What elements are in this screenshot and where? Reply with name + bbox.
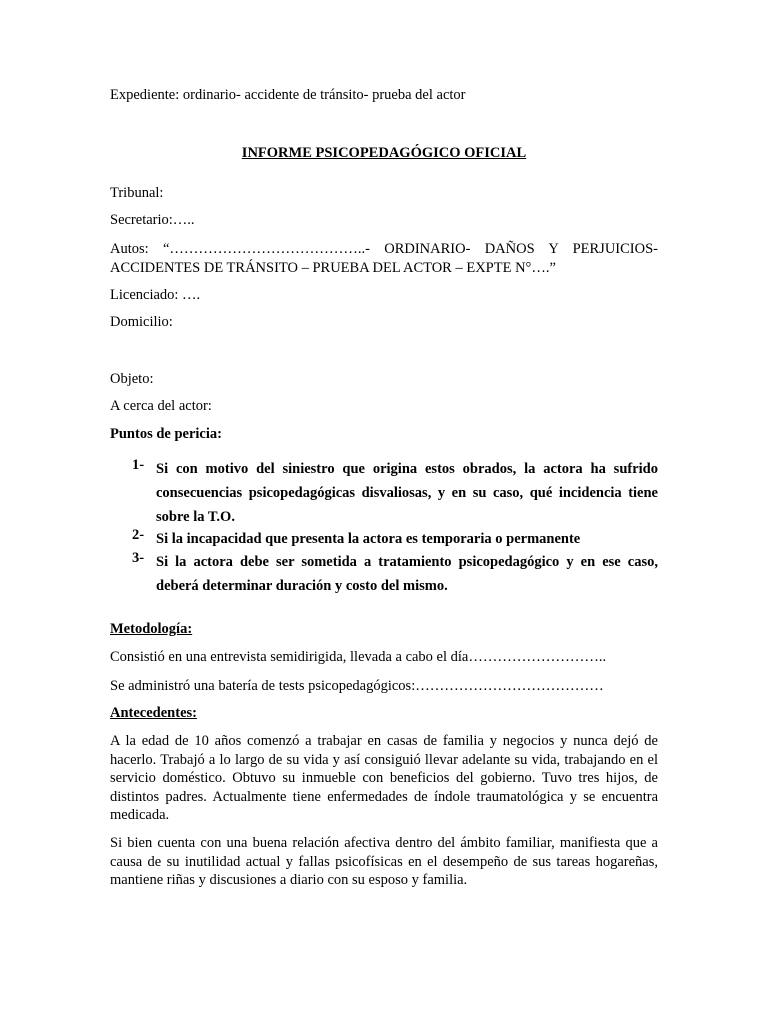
pericia-item-number: 1- [132, 457, 145, 473]
document-title: INFORME PSICOPEDAGÓGICO OFICIAL [241, 145, 527, 161]
tribunal-field: Tribunal: [110, 185, 164, 201]
secretario-field: Secretario:….. [110, 212, 195, 228]
pericia-item-number: 3- [132, 550, 145, 566]
metodologia-paragraph: Consistió en una entrevista semidirigida, llevada a cabo el día……………………….. [110, 649, 607, 665]
pericia-item-text: Si con motivo del siniestro que origina estos obrados, la actora ha sufrido consecuencias psicopedagógicas disvaliosas, y en su caso, qué incidencia tiene sobre la T.O. [156, 461, 658, 525]
puntos-pericia-heading: Puntos de pericia: [110, 426, 222, 442]
antecedentes-heading: Antecedentes: [110, 705, 197, 721]
objeto-field: Objeto: [110, 371, 154, 387]
acerca-field: A cerca del actor: [110, 398, 212, 414]
antecedentes-paragraph: A la edad de 10 años comenzó a trabajar en casas de familia y negocios y nunca dejó de hacerlo. Trabajó a lo largo de su vida y así consiguió llevar adelante su vida, trabajando en el servicio doméstico. Obtuvo su inmueble con beneficios del gobierno. Tuvo tres hijos, de distintos padres. Actualmente tiene enfermedades de índole traumatológica y se encuentra medicada. [110, 733, 658, 823]
autos-field: Autos: “…………………………………..- ORDINARIO- DAÑOS Y PERJUICIOS- ACCIDENTES DE TRÁNSITO – PRUEBA DEL ACTOR – EXPTE N°….” [110, 241, 658, 276]
domicilio-field: Domicilio: [110, 314, 173, 330]
metodologia-paragraph: Se administró una batería de tests psicopedagógicos:………………………………… [110, 678, 604, 694]
metodologia-heading: Metodología: [110, 621, 193, 637]
expediente-line: Expediente: ordinario- accidente de tránsito- prueba del actor [110, 87, 466, 103]
antecedentes-paragraph: Si bien cuenta con una buena relación afectiva dentro del ámbito familiar, manifiesta que a causa de su inutilidad actual y fallas psicofísicas en el desempeño de sus tareas hogareñas, mantiene riñas y discusiones a diario con su esposo y familia. [110, 835, 658, 888]
pericia-item-number: 2- [132, 527, 145, 543]
licenciado-field: Licenciado: …. [110, 287, 201, 303]
pericia-item-text: Si la actora debe ser sometida a tratamiento psicopedagógico y en ese caso, deberá determinar duración y costo del mismo. [156, 554, 658, 594]
pericia-item-text: Si la incapacidad que presenta la actora es temporaria o permanente [156, 531, 581, 547]
